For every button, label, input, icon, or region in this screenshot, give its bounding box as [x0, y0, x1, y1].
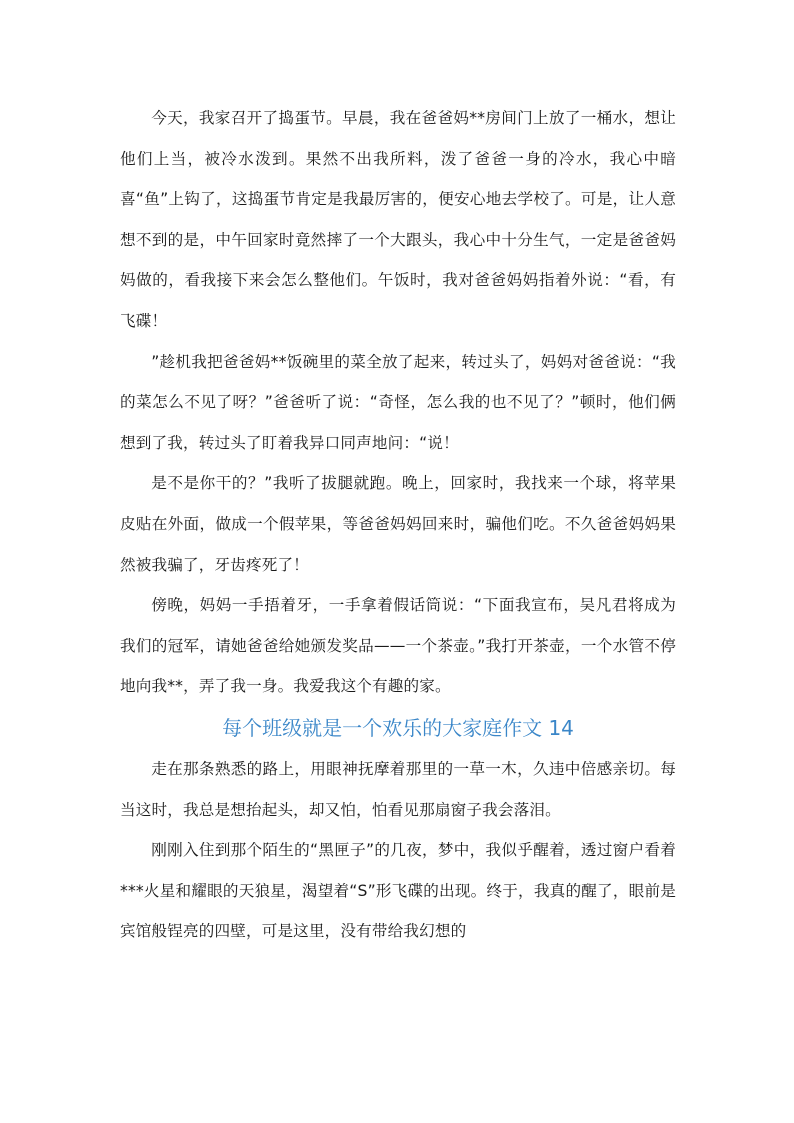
paragraph-4: 傍晚，妈妈一手捂着牙，一手拿着假话筒说：“下面我宣布，吴凡君将成为我们的冠军，请她爸爸给她颁发奖品——一个茶壶。”我打开茶壶，一个水管不停地向我**，弄了我一身。我爱我这个有趣的家。: [120, 596, 676, 696]
paragraph-5: 走在那条熟悉的路上，用眼神抚摩着那里的一草一木，久违中倍感亲切。每当这时，我总是想抬起头，却又怕，怕看见那扇窗子我会落泪。: [120, 759, 676, 819]
document-page: [120, 98, 676, 952]
paragraph-1: 今天，我家召开了捣蛋节。早晨，我在爸爸妈**房间门上放了一桶水，想让他们上当，被冷水泼到。果然不出我所料，泼了爸爸一身的冷水，我心中暗喜“鱼”上钩了，这捣蛋节肯定是我最厉害的，便安心地去学校了。可是，让人意想不到的是，中午回家时竟然摔了一个大跟头，我心中十分生气，一定是爸爸妈妈做的，看我接下来会怎么整他们。午饭时，我对爸爸妈妈指着外说：“看，有飞碟！: [120, 109, 676, 330]
section-title: 每个班级就是一个欢乐的大家庭作文 14: [222, 715, 574, 740]
paragraph-2: ”趁机我把爸爸妈**饭碗里的菜全放了起来，转过头了，妈妈对爸爸说：“我的菜怎么不见了呀？”爸爸听了说：“奇怪，怎么我的也不见了？”顿时，他们俩想到了我，转过头了盯着我异口同声地问：“说！: [120, 352, 676, 452]
paragraph-3: 是不是你干的？”我听了拔腿就跑。晚上，回家时，我找来一个球，将苹果皮贴在外面，做成一个假苹果，等爸爸妈妈回来时，骗他们吃。不久爸爸妈妈果然被我骗了，牙齿疼死了！: [120, 474, 676, 574]
paragraph-6: 刚刚入住到那个陌生的“黑匣子”的几夜，梦中，我似乎醒着，透过窗户看着***火星和耀眼的天狼星，渴望着“S”形飞碟的出现。终于，我真的醒了，眼前是宾馆般锃亮的四壁，可是这里，没有带给我幻想的: [120, 841, 676, 941]
